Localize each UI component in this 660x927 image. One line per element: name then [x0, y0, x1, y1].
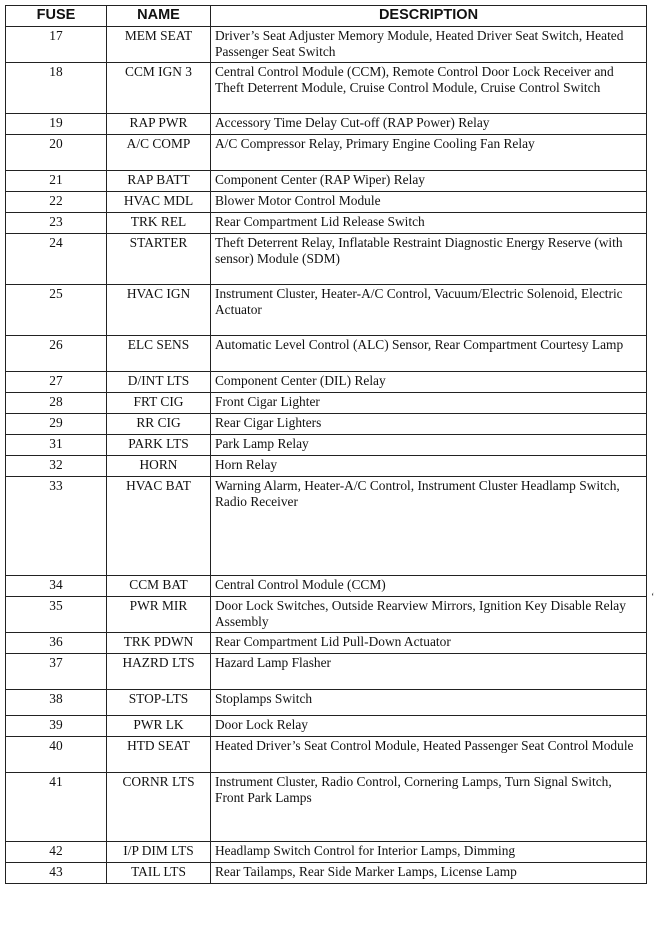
table-row	[6, 477, 647, 576]
fuse-number: 26	[6, 336, 107, 372]
table-row	[6, 63, 647, 114]
fuse-number: 40	[6, 737, 107, 773]
table-row	[6, 435, 647, 456]
fuse-description: Component Center (DIL) Relay	[211, 372, 647, 393]
fuse-description: Accessory Time Delay Cut-off (RAP Power) Relay	[211, 114, 647, 135]
table-row	[6, 863, 647, 884]
table-row	[6, 114, 647, 135]
fuse-description: Front Cigar Lighter	[211, 393, 647, 414]
fuse-name: RR CIG	[107, 414, 211, 435]
table-row	[6, 456, 647, 477]
fuse-description: Instrument Cluster, Heater-A/C Control, Vacuum/Electric Solenoid, Electric Actuator	[211, 285, 647, 336]
fuse-name: ELC SENS	[107, 336, 211, 372]
fuse-number: 28	[6, 393, 107, 414]
table-row	[6, 372, 647, 393]
fuse-number: 21	[6, 171, 107, 192]
header-description: DESCRIPTION	[211, 6, 647, 27]
fuse-description: Automatic Level Control (ALC) Sensor, Rear Compartment Courtesy Lamp	[211, 336, 647, 372]
table-row	[6, 716, 647, 737]
table-row	[6, 414, 647, 435]
table-row	[6, 737, 647, 773]
fuse-description: Central Control Module (CCM), Remote Control Door Lock Receiver and Theft Deterrent Module, Cruise Control Module, Cruise Control Switch	[211, 63, 647, 114]
fuse-name: STARTER	[107, 234, 211, 285]
fuse-number: 19	[6, 114, 107, 135]
fuse-name: RAP BATT	[107, 171, 211, 192]
fuse-name: HORN	[107, 456, 211, 477]
fuse-name: A/C COMP	[107, 135, 211, 171]
table-row	[6, 773, 647, 842]
fuse-number: 23	[6, 213, 107, 234]
fuse-description: Driver’s Seat Adjuster Memory Module, Heated Driver Seat Switch, Heated Passenger Seat Switch	[211, 27, 647, 63]
fuse-number: 38	[6, 690, 107, 716]
fuse-description: Component Center (RAP Wiper) Relay	[211, 171, 647, 192]
table-row	[6, 135, 647, 171]
fuse-number: 25	[6, 285, 107, 336]
fuse-description: Park Lamp Relay	[211, 435, 647, 456]
fuse-number: 20	[6, 135, 107, 171]
fuse-number: 31	[6, 435, 107, 456]
margin-mark: ‘	[651, 592, 655, 603]
fuse-description: Instrument Cluster, Radio Control, Cornering Lamps, Turn Signal Switch, Front Park Lamps	[211, 773, 647, 842]
fuse-description: Stoplamps Switch	[211, 690, 647, 716]
table-row	[6, 654, 647, 690]
fuse-name: HTD SEAT	[107, 737, 211, 773]
fuse-description: Rear Compartment Lid Pull-Down Actuator	[211, 633, 647, 654]
fuse-number: 29	[6, 414, 107, 435]
table-row	[6, 285, 647, 336]
table-row	[6, 27, 647, 63]
fuse-name: I/P DIM LTS	[107, 842, 211, 863]
fuse-description: Theft Deterrent Relay, Inflatable Restraint Diagnostic Energy Reserve (with sensor) Module (SDM)	[211, 234, 647, 285]
table-row	[6, 842, 647, 863]
fuse-description: Hazard Lamp Flasher	[211, 654, 647, 690]
fuse-name: D/INT LTS	[107, 372, 211, 393]
fuse-name: TAIL LTS	[107, 863, 211, 884]
fuse-number: 27	[6, 372, 107, 393]
fuse-name: PWR MIR	[107, 597, 211, 633]
fuse-description: A/C Compressor Relay, Primary Engine Cooling Fan Relay	[211, 135, 647, 171]
fuse-number: 24	[6, 234, 107, 285]
fuse-name: TRK PDWN	[107, 633, 211, 654]
fuse-number: 35	[6, 597, 107, 633]
fuse-number: 39	[6, 716, 107, 737]
header-row	[6, 6, 647, 27]
fuse-number: 33	[6, 477, 107, 576]
fuse-description: Horn Relay	[211, 456, 647, 477]
fuse-number: 42	[6, 842, 107, 863]
fuse-description: Door Lock Relay	[211, 716, 647, 737]
fuse-name: STOP-LTS	[107, 690, 211, 716]
table-row	[6, 213, 647, 234]
fuse-name: CCM IGN 3	[107, 63, 211, 114]
fuse-description: Warning Alarm, Heater-A/C Control, Instrument Cluster Headlamp Switch, Radio Receiver	[211, 477, 647, 576]
fuse-name: PWR LK	[107, 716, 211, 737]
fuse-name: FRT CIG	[107, 393, 211, 414]
fuse-number: 18	[6, 63, 107, 114]
fuse-name: PARK LTS	[107, 435, 211, 456]
fuse-number: 37	[6, 654, 107, 690]
fuse-table	[5, 5, 647, 884]
table-row	[6, 576, 647, 597]
fuse-number: 36	[6, 633, 107, 654]
fuse-name: RAP PWR	[107, 114, 211, 135]
fuse-description: Blower Motor Control Module	[211, 192, 647, 213]
table-row	[6, 633, 647, 654]
fuse-number: 41	[6, 773, 107, 842]
fuse-name: HVAC IGN	[107, 285, 211, 336]
fuse-description: Headlamp Switch Control for Interior Lamps, Dimming	[211, 842, 647, 863]
fuse-number: 17	[6, 27, 107, 63]
table-row	[6, 171, 647, 192]
fuse-number: 34	[6, 576, 107, 597]
fuse-name: TRK REL	[107, 213, 211, 234]
table-row	[6, 336, 647, 372]
fuse-description: Rear Compartment Lid Release Switch	[211, 213, 647, 234]
table-row	[6, 597, 647, 633]
table-row	[6, 234, 647, 285]
fuse-number: 22	[6, 192, 107, 213]
fuse-name: HVAC BAT	[107, 477, 211, 576]
fuse-name: HAZRD LTS	[107, 654, 211, 690]
fuse-description: Heated Driver’s Seat Control Module, Heated Passenger Seat Control Module	[211, 737, 647, 773]
table-row	[6, 690, 647, 716]
fuse-description: Central Control Module (CCM)	[211, 576, 647, 597]
fuse-name: CORNR LTS	[107, 773, 211, 842]
fuse-name: CCM BAT	[107, 576, 211, 597]
fuse-description: Rear Cigar Lighters	[211, 414, 647, 435]
fuse-description: Door Lock Switches, Outside Rearview Mirrors, Ignition Key Disable Relay Assembly	[211, 597, 647, 633]
fuse-number: 43	[6, 863, 107, 884]
fuse-number: 32	[6, 456, 107, 477]
fuse-description: Rear Tailamps, Rear Side Marker Lamps, License Lamp	[211, 863, 647, 884]
table-row	[6, 393, 647, 414]
header-name: NAME	[107, 6, 211, 27]
table-body	[6, 27, 647, 884]
header-fuse: FUSE	[6, 6, 107, 27]
table-row	[6, 192, 647, 213]
fuse-name: MEM SEAT	[107, 27, 211, 63]
fuse-name: HVAC MDL	[107, 192, 211, 213]
